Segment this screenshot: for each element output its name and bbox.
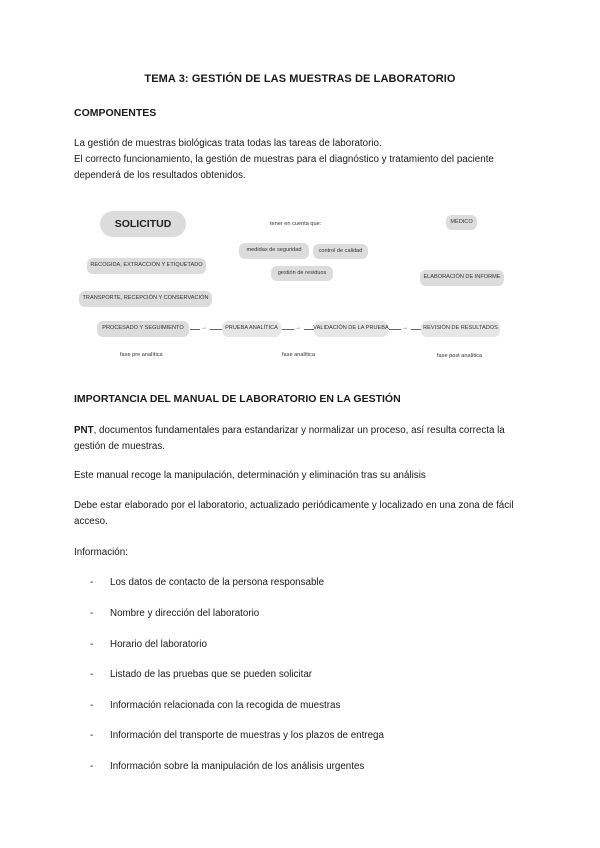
paragraph-debe: Debe estar elaborado por el laboratorio, actualizado periódicamente y localizado en una zona de fácil acceso. [74,500,514,527]
paragraph-pnt [74,423,529,455]
info-label: Información: [74,547,128,558]
list-dash: - [90,730,94,741]
page-title: TEMA 3: GESTIÓN DE LAS MUESTRAS DE LABORATORIO [144,73,456,85]
node-medidas-seguridad: medidas de seguridad [239,243,309,259]
label-fase-pre: fase pre analítica [120,352,163,358]
list-item-text: Información relacionada con la recogida de muestras [110,700,341,711]
list-dash: - [90,639,94,650]
connector-line [190,329,200,330]
node-medico: MÉDICO [446,215,477,230]
arrow-icon: → [201,325,207,331]
paragraph-funcionamiento: El correcto funcionamiento, la gestión de muestras para el diagnóstico y tratamiento del paciente dependerá de los resultados obtenidos. [74,154,494,181]
list-item-text: Información sobre la manipulación de los análisis urgentes [110,761,365,772]
note-tener-en-cuenta: tener en cuenta que: [270,221,322,227]
heading-componentes: COMPONENTES [74,107,157,119]
list-item-text: Los datos de contacto de la persona responsable [110,577,325,588]
node-elaboracion-informe: ELABORACIÓN DE INFORME [420,270,504,286]
paragraph-gestion: La gestión de muestras biológicas trata todas las tareas de laboratorio. [74,138,382,149]
list-dash: - [90,608,94,619]
connector-line [210,329,222,330]
connector-line [411,329,421,330]
list-dash: - [90,669,94,680]
list-dash: - [90,577,94,588]
node-gestion-residuos: gestión de residuos [271,266,333,281]
list-dash: - [90,700,94,711]
label-fase-analitica: fase analítica [282,352,315,358]
node-validacion: VALIDACIÓN DE LA PRUEBA [314,321,388,337]
list-item-text: Horario del laboratorio [110,639,207,650]
heading-importancia: IMPORTANCIA DEL MANUAL DE LABORATORIO EN LA GESTIÓN [74,393,401,405]
pnt-description: , documentos fundamentales para estandarizar y normalizar un proceso, así resulta correcta la gestión de muestras. [74,425,505,452]
list-dash: - [90,761,94,772]
node-prueba-analitica: PRUEBA ANALÍTICA [222,321,281,337]
list-item-text: Información del transporte de muestras y los plazos de entrega [110,730,384,741]
node-recogida: RECOGIDA, EXTRACCIÓN Y ETIQUETADO [87,258,206,274]
arrow-icon: → [402,325,408,331]
list-item-text: Listado de las pruebas que se pueden solicitar [110,669,313,680]
pnt-label: PNT [74,425,94,436]
node-procesado: PROCESADO Y SEGUIMIENTO [97,321,189,337]
node-solicitud: SOLICITUD [100,211,186,237]
paragraph-manual: Este manual recoge la manipulación, determinación y eliminación tras su análisis [74,470,426,481]
connector-line [282,329,294,330]
connector-line [389,329,401,330]
list-item-text: Nombre y dirección del laboratorio [110,608,260,619]
node-revision: REVISIÓN DE RESULTADOS [421,321,500,337]
node-control-calidad: control de calidad [313,244,368,259]
arrow-icon: → [295,325,301,331]
node-transporte: TRANSPORTE, RECEPCIÓN Y CONSERVACIÓN [79,291,212,307]
label-fase-post: fase post analítica [437,353,483,359]
